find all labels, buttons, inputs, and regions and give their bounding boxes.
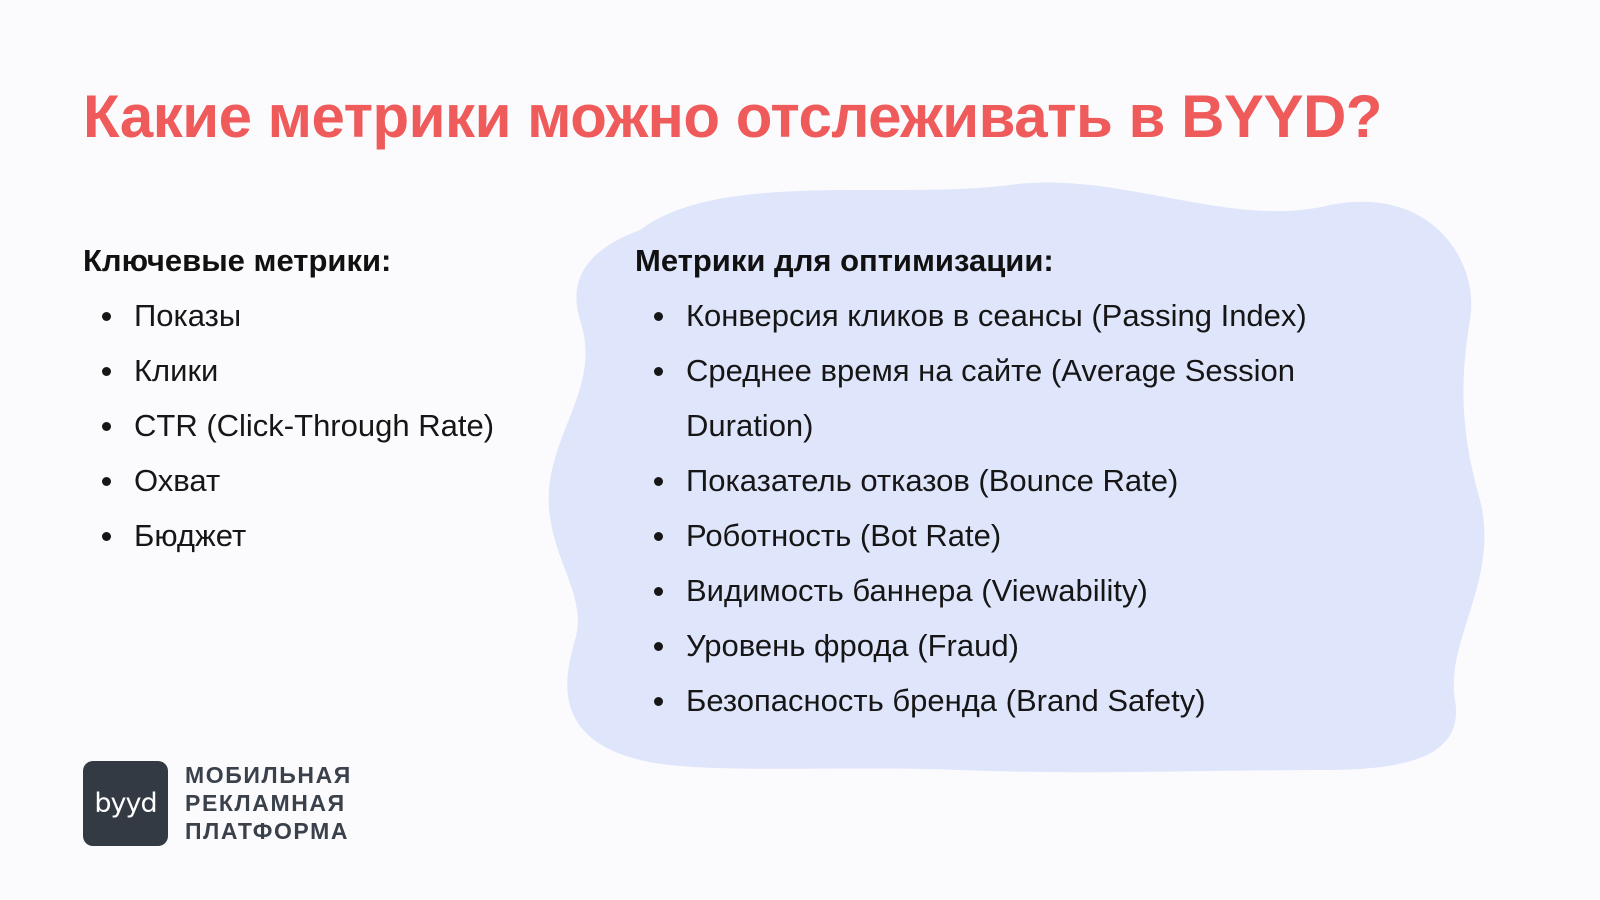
logo-text: byyd	[94, 788, 157, 819]
list-item: Видимость баннера (Viewability)	[686, 563, 1415, 618]
list-item: Среднее время на сайте (Average Session Duration)	[686, 343, 1415, 453]
list-item: Показы	[134, 288, 553, 343]
byyd-logo	[83, 761, 168, 846]
key-metrics-list	[83, 288, 553, 563]
list-item: Клики	[134, 343, 553, 398]
optimization-metrics-heading: Метрики для оптимизации:	[635, 243, 1054, 278]
key-metrics-heading: Ключевые метрики:	[83, 243, 392, 278]
company-tagline	[185, 761, 352, 845]
list-item: Уровень фрода (Fraud)	[686, 618, 1415, 673]
list-item: Показатель отказов (Bounce Rate)	[686, 453, 1415, 508]
key-metrics-section	[83, 240, 553, 563]
tagline-line: РЕКЛАМНАЯ	[185, 790, 346, 816]
tagline-line: МОБИЛЬНАЯ	[185, 762, 352, 788]
list-item: Бюджет	[134, 508, 553, 563]
tagline-line: ПЛАТФОРМА	[185, 818, 350, 844]
list-item: Безопасность бренда (Brand Safety)	[686, 673, 1415, 728]
list-item: CTR (Click-Through Rate)	[134, 398, 553, 453]
list-item: Охват	[134, 453, 553, 508]
optimization-metrics-section	[635, 240, 1415, 728]
list-item: Роботность (Bot Rate)	[686, 508, 1415, 563]
optimization-metrics-list	[635, 288, 1415, 728]
slide-title: Какие метрики можно отслеживать в BYYD?	[83, 83, 1382, 150]
list-item: Конверсия кликов в сеансы (Passing Index)	[686, 288, 1415, 343]
